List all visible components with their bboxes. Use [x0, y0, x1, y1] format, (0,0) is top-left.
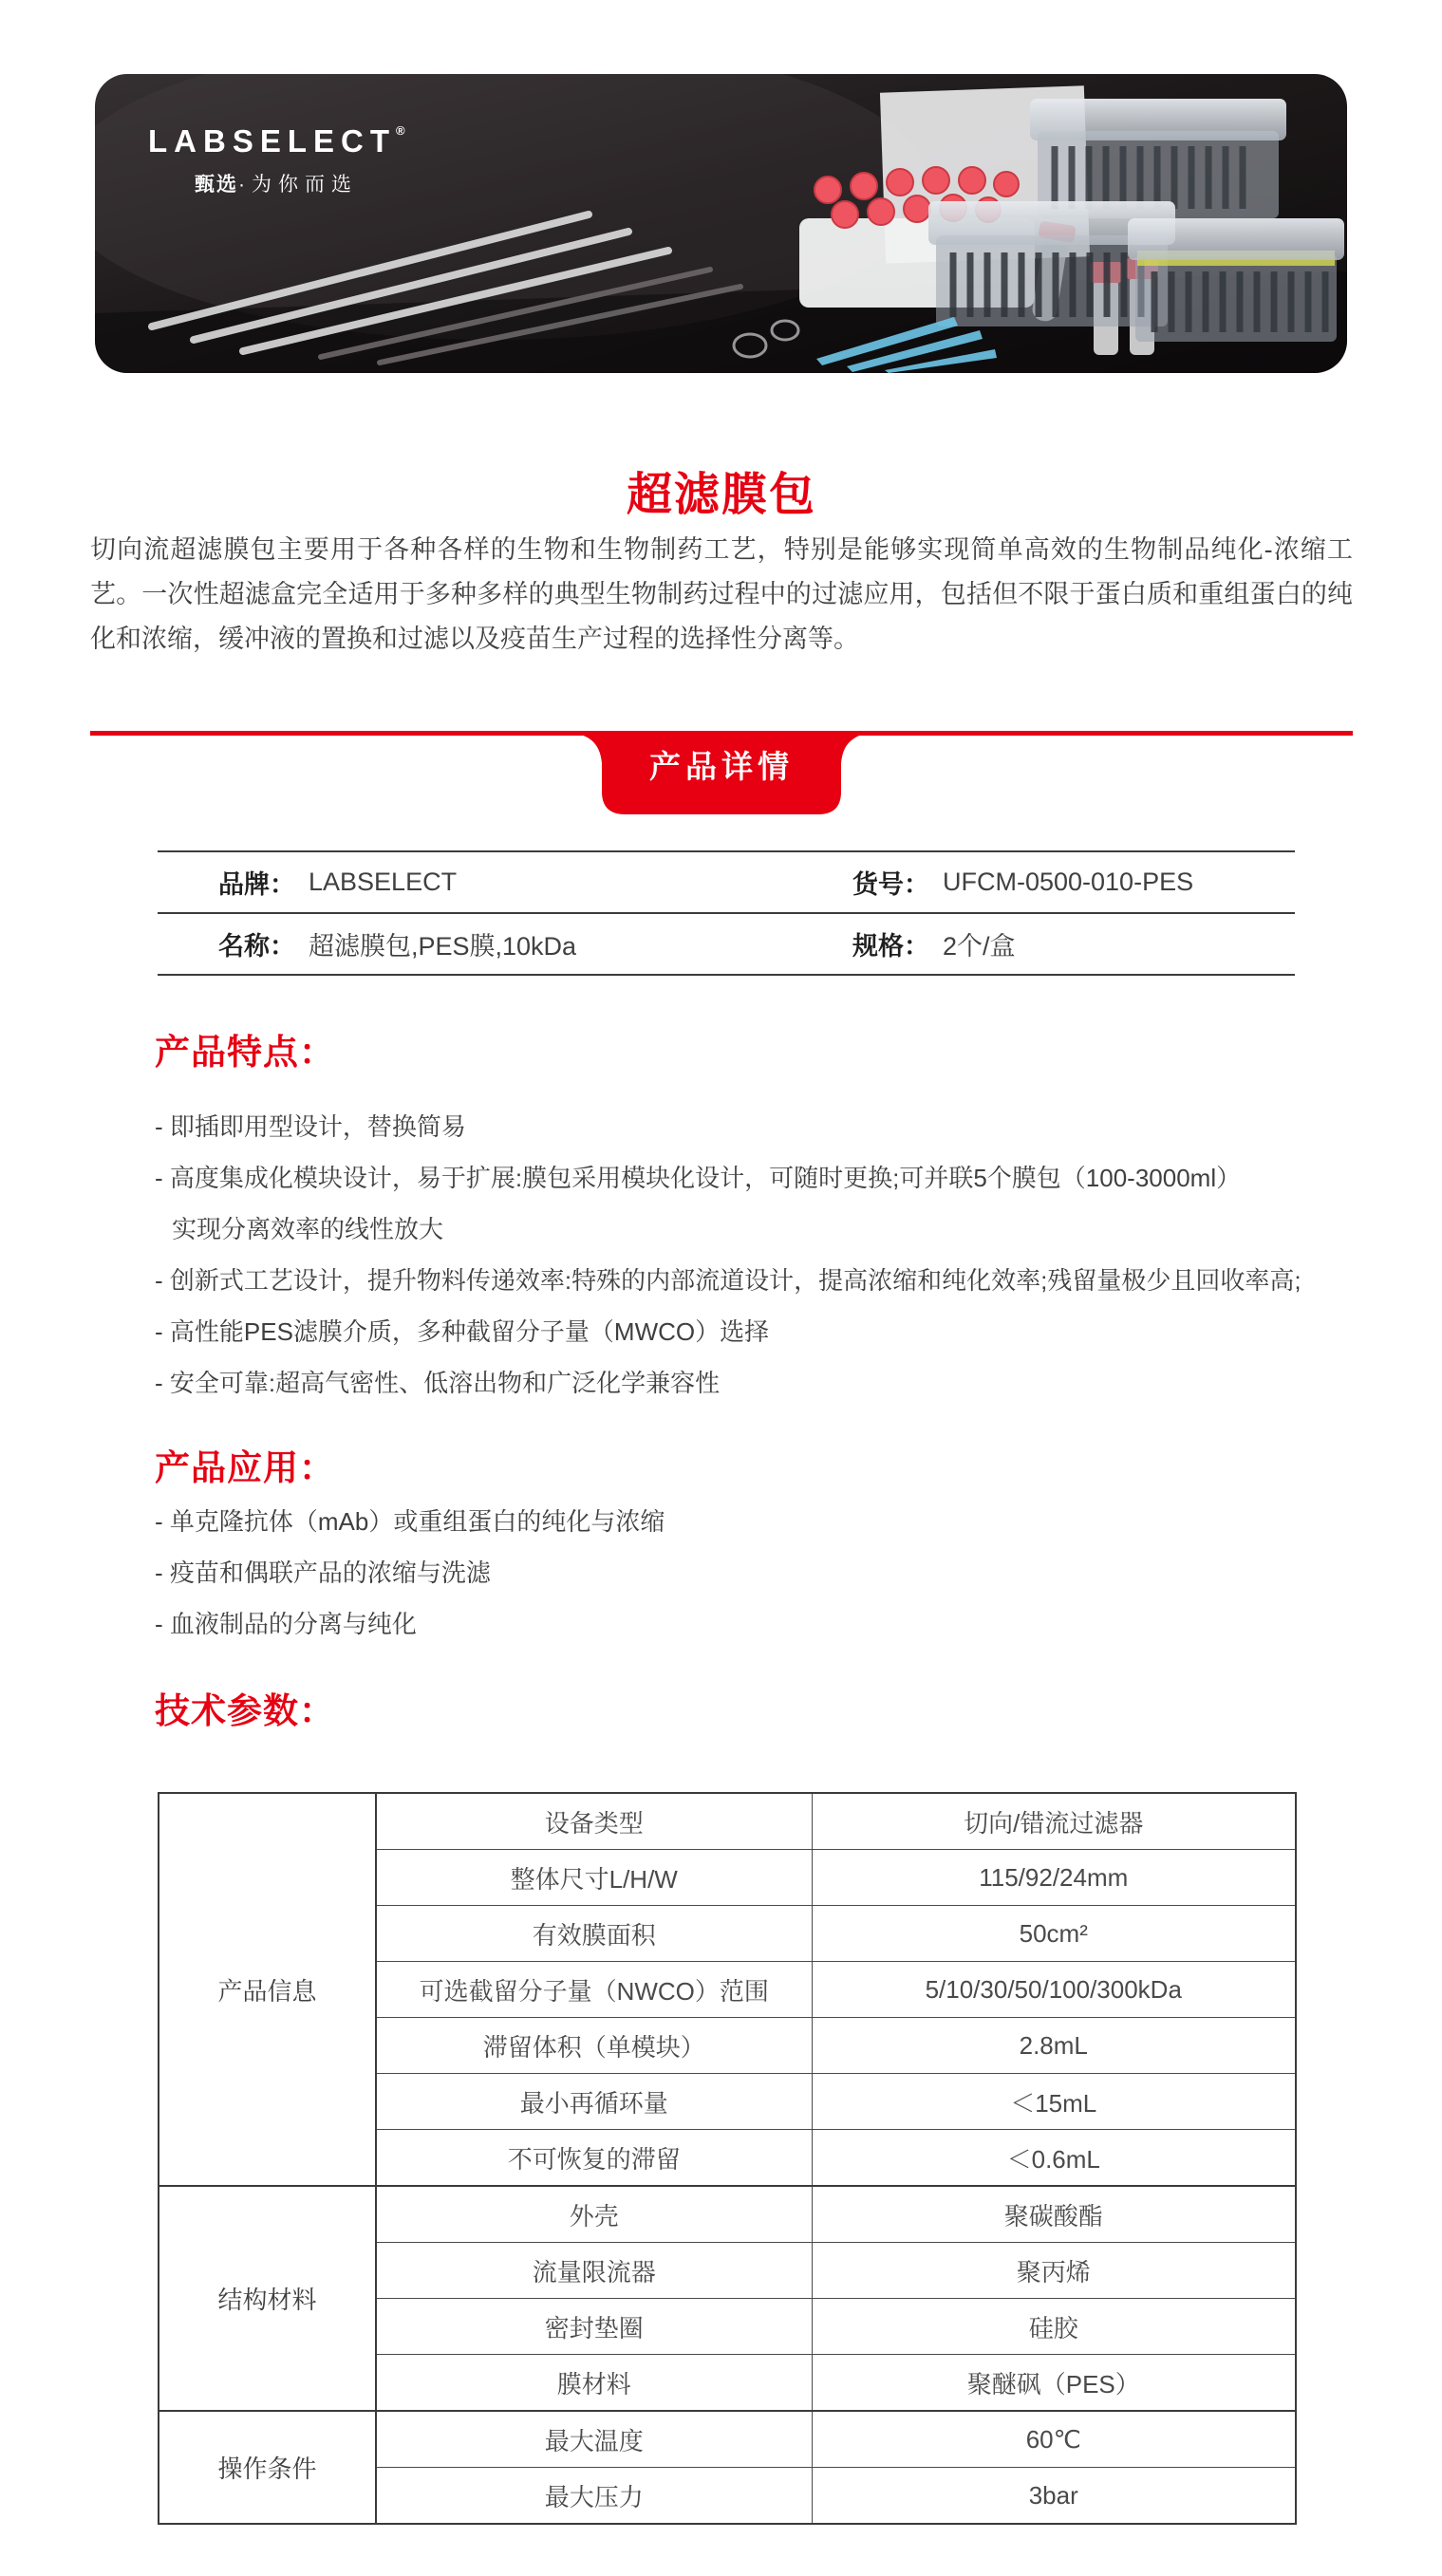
table-row — [159, 2411, 1296, 2468]
info-value: 超滤膜包,PES膜,10kDa — [309, 932, 577, 961]
info-cell-spec — [852, 925, 1295, 962]
tech-param-value: ＜15mL — [812, 2074, 1296, 2130]
tech-param-value: 3bar — [812, 2468, 1296, 2525]
brand-tagline-rest: ·为你而选 — [238, 174, 358, 196]
intro-paragraph: 切向流超滤膜包主要用于各种各样的生物和生物制药工艺，特别是能够实现简单高效的生物制品纯化-浓缩工艺。一次性超滤盒完全适用于多种多样的典型生物制药过程中的过滤应用，包括但不限于蛋白质和重组蛋白的纯化和浓缩，缓冲液的置换和过滤以及疫苗生产过程的选择性分离等。 — [90, 535, 1353, 653]
tech-param-name: 最大温度 — [376, 2411, 812, 2468]
info-label: 规格： — [852, 932, 929, 961]
tech-param-value: 5/10/30/50/100/300kDa — [812, 1962, 1296, 2018]
info-cell-itemno — [852, 864, 1295, 901]
features-list — [155, 1101, 1351, 1409]
info-label: 品牌： — [218, 870, 295, 899]
info-row — [158, 852, 1295, 912]
feature-item: - 创新式工艺设计，提升物料传递效率:特殊的内部流道设计，提高浓缩和纯化效率;残留量极少且回收率高; — [155, 1266, 1302, 1295]
tech-param-name: 有效膜面积 — [376, 1906, 812, 1962]
tech-param-value: 切向/错流过滤器 — [812, 1793, 1296, 1850]
tech-param-name: 外壳 — [376, 2186, 812, 2243]
brand-block — [148, 123, 404, 197]
table-row — [159, 1793, 1296, 1850]
info-value: 2个/盒 — [943, 932, 1016, 961]
info-cell-name — [158, 925, 852, 962]
product-info-table — [158, 850, 1295, 976]
registered-mark-icon: ® — [396, 123, 405, 138]
ribbon-label: 产品详情 — [649, 749, 794, 784]
lab-products-illustration — [95, 74, 1347, 373]
applications-heading: 产品应用： — [155, 1448, 335, 1487]
table-row — [159, 2186, 1296, 2243]
applications-list — [155, 1496, 1351, 1650]
feature-item: - 即插即用型设计，替换简易 — [155, 1112, 466, 1141]
tech-table — [158, 1792, 1297, 2525]
feature-item: - 高度集成化模块设计，易于扩展:膜包采用模块化设计，可随时更换;可并联5个膜包（100-3000ml） — [155, 1164, 1242, 1192]
brand-tagline — [148, 169, 404, 197]
tech-param-name: 滞留体积（单模块） — [376, 2018, 812, 2074]
tech-param-name: 不可恢复的滞留 — [376, 2130, 812, 2187]
tech-param-value: 聚丙烯 — [812, 2243, 1296, 2299]
info-label: 货号： — [852, 870, 929, 899]
brand-tagline-lead: 甄选 — [195, 174, 238, 196]
tech-param-value: ＜0.6mL — [812, 2130, 1296, 2187]
tech-param-value: 50cm² — [812, 1906, 1296, 1962]
hero-banner — [95, 74, 1347, 373]
info-row — [158, 912, 1295, 974]
tech-heading: 技术参数： — [155, 1691, 335, 1730]
info-cell-brand — [158, 864, 852, 901]
brand-logo-text: LABSELECT — [148, 123, 396, 159]
tech-group-cell: 产品信息 — [159, 1793, 376, 2186]
tech-param-value: 聚碳酸酯 — [812, 2186, 1296, 2243]
tech-group-cell: 结构材料 — [159, 2186, 376, 2411]
tech-param-name: 可选截留分子量（NWCO）范围 — [376, 1962, 812, 2018]
tech-param-value: 60℃ — [812, 2411, 1296, 2468]
application-item: - 疫苗和偶联产品的浓缩与洗滤 — [155, 1559, 491, 1587]
tech-param-value: 硅胶 — [812, 2299, 1296, 2355]
feature-item: - 安全可靠:超高气密性、低溶出物和广泛化学兼容性 — [155, 1369, 721, 1397]
tech-group-cell: 操作条件 — [159, 2411, 376, 2524]
tech-param-value: 115/92/24mm — [812, 1850, 1296, 1906]
tech-param-name: 最小再循环量 — [376, 2074, 812, 2130]
tech-param-name: 整体尺寸L/H/W — [376, 1850, 812, 1906]
info-value: LABSELECT — [309, 868, 458, 896]
application-item: - 单克隆抗体（mAb）或重组蛋白的纯化与浓缩 — [155, 1507, 665, 1536]
tech-param-name: 流量限流器 — [376, 2243, 812, 2299]
brand-logo — [148, 123, 404, 159]
tech-param-name: 膜材料 — [376, 2355, 812, 2412]
tech-param-name: 设备类型 — [376, 1793, 812, 1850]
tech-param-value: 2.8mL — [812, 2018, 1296, 2074]
info-label: 名称： — [218, 932, 295, 961]
feature-item: - 高性能PES滤膜介质，多种截留分子量（MWCO）选择 — [155, 1317, 770, 1346]
info-value: UFCM-0500-010-PES — [943, 868, 1194, 896]
feature-item-continuation: 实现分离效率的线性放大 — [172, 1215, 444, 1243]
tech-param-name: 最大压力 — [376, 2468, 812, 2525]
tech-param-name: 密封垫圈 — [376, 2299, 812, 2355]
tech-param-value: 聚醚砜（PES） — [812, 2355, 1296, 2412]
application-item: - 血液制品的分离与纯化 — [155, 1610, 417, 1638]
page-title: 超滤膜包 — [626, 470, 816, 520]
features-heading: 产品特点： — [155, 1033, 335, 1072]
